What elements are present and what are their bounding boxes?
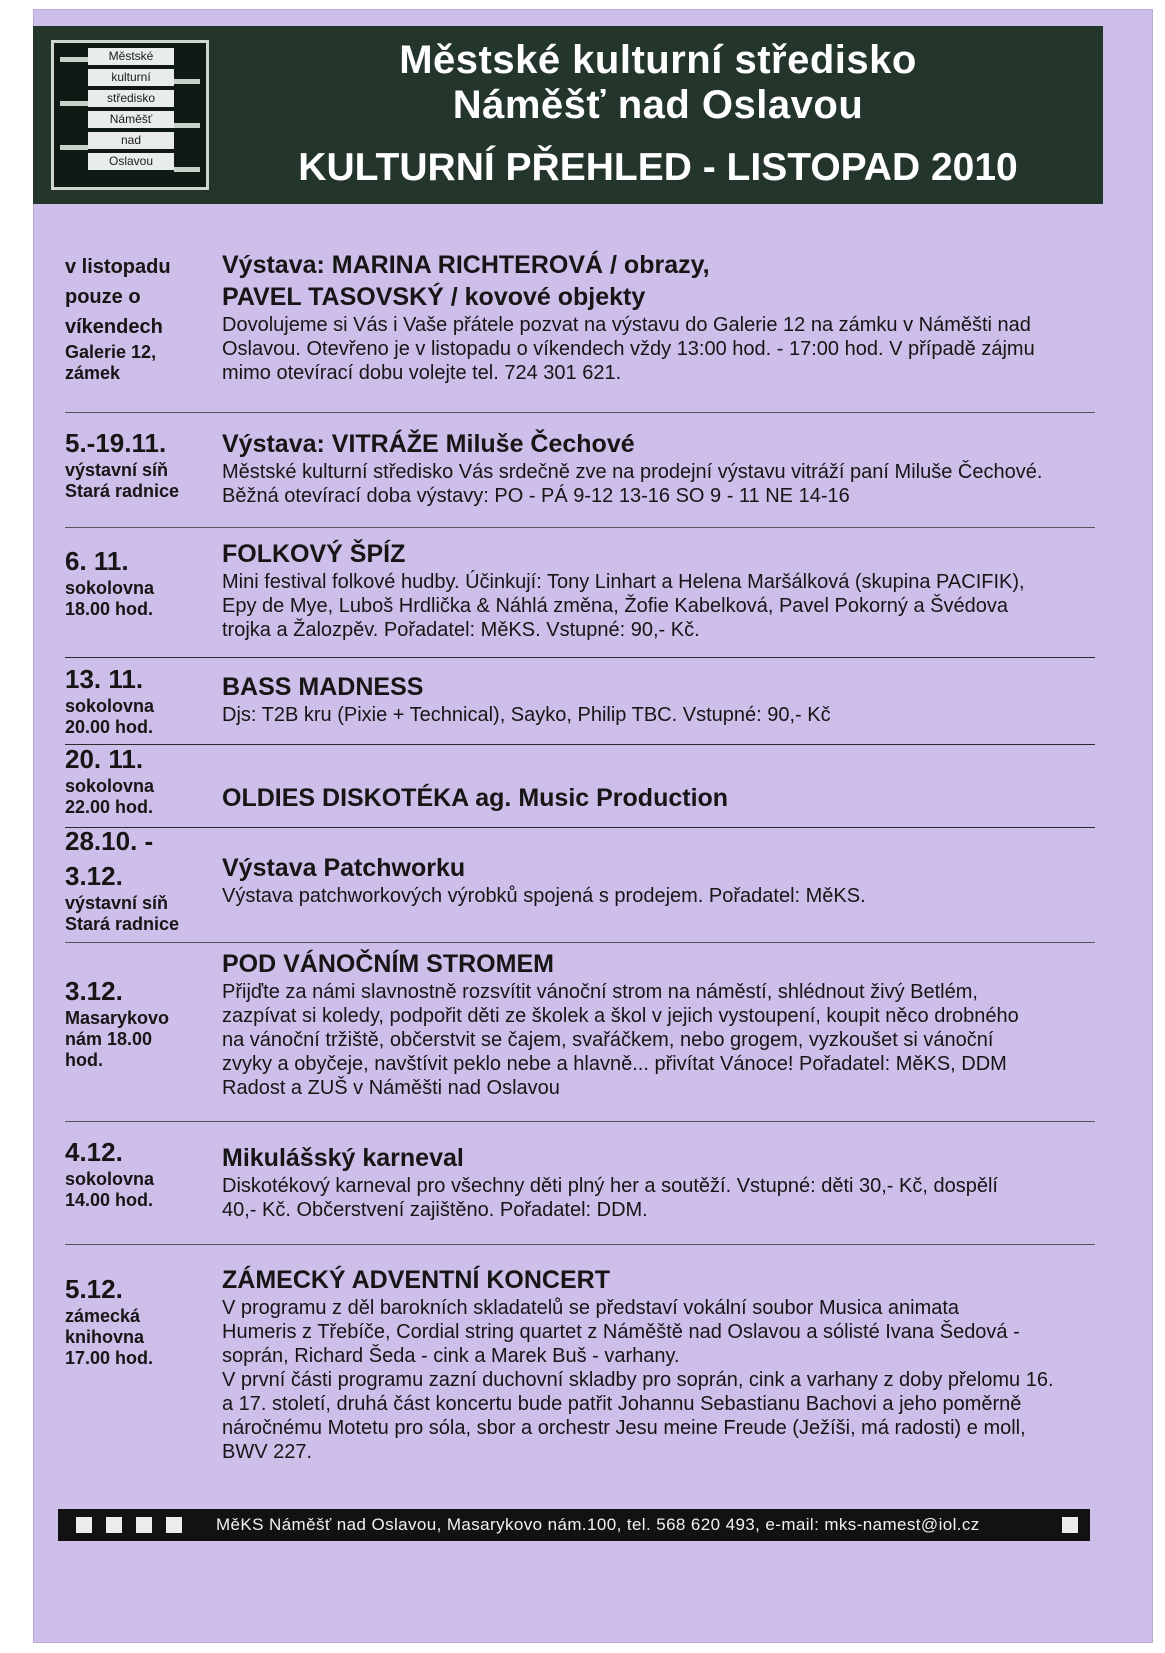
event-details bbox=[222, 782, 1098, 814]
logo-stripe bbox=[60, 145, 88, 150]
event-venue: Masarykovo bbox=[65, 1008, 170, 1028]
event-details bbox=[222, 1264, 1098, 1464]
event-details bbox=[222, 249, 1098, 385]
event-title: FOLKOVÝ ŠPÍZ bbox=[222, 540, 406, 568]
logo-text: kulturní bbox=[88, 69, 174, 86]
event-date-column bbox=[65, 252, 210, 384]
event-date-column bbox=[65, 1275, 210, 1369]
divider bbox=[65, 527, 1095, 528]
event-date: 20. 11. bbox=[65, 744, 144, 774]
event-description: Výstava patchworkových výrobků spojená s prodejem. Pořadatel: MěKS. bbox=[222, 885, 866, 907]
event-date: 5.-19.11. bbox=[65, 428, 167, 458]
event-date: 3.12. bbox=[65, 861, 123, 891]
event-date: 4.12. bbox=[65, 1137, 123, 1167]
event-venue: sokolovna bbox=[65, 776, 155, 796]
square-icon bbox=[106, 1517, 122, 1533]
event-description: Dovolujeme si Vás i Vaše přátele pozvat na výstavu do Galerie 12 na zámku v Náměšti nad bbox=[222, 314, 1031, 336]
divider bbox=[65, 1244, 1095, 1245]
divider bbox=[65, 657, 1095, 658]
event-description: trojka a Žalozpěv. Pořadatel: MěKS. Vstupné: 90,- Kč. bbox=[222, 619, 700, 641]
event-venue: Galerie 12, bbox=[65, 342, 157, 362]
event-venue: 18.00 hod. bbox=[65, 599, 154, 619]
event-date: 5.12. bbox=[65, 1274, 123, 1304]
event-date: víkendech bbox=[65, 316, 163, 338]
event-description: mimo otevírací dobu volejte tel. 724 301 621. bbox=[222, 362, 622, 384]
event-date: 13. 11. bbox=[65, 664, 144, 694]
event-description: zazpívat si koledy, podpořit děti ze školek a škol v jejich vystoupení, koupit něco drobného bbox=[222, 1005, 1019, 1027]
logo-text: Městské bbox=[88, 48, 174, 65]
event-details bbox=[222, 671, 1098, 727]
event-details bbox=[222, 428, 1098, 508]
event-description: Humeris z Třebíče, Cordial string quartet z Náměště nad Oslavou a sólisté Ivana Šedová - bbox=[222, 1321, 1020, 1343]
event-date-column bbox=[65, 977, 210, 1071]
event-venue: Stará radnice bbox=[65, 914, 180, 934]
event-description: náročnému Motetu pro sóla, sbor a orchestr Jesu meine Freude (Ježíši, má radosti) e moll, bbox=[222, 1417, 1026, 1439]
event-date-column bbox=[65, 745, 210, 818]
event-description: soprán, Richard Šeda - cink a Marek Buš - varhany. bbox=[222, 1345, 680, 1367]
event-date-column bbox=[65, 547, 210, 620]
organization-title bbox=[228, 38, 1088, 128]
event-details bbox=[222, 1142, 1098, 1222]
event-venue: hod. bbox=[65, 1050, 103, 1070]
event-venue: 17.00 hod. bbox=[65, 1348, 154, 1368]
event-venue: výstavní síň bbox=[65, 893, 169, 913]
event-description: a 17. století, druhá část koncertu bude patřit Johannu Sebastianu Bachovi a jeho poměrně bbox=[222, 1393, 1022, 1415]
event-description: Městské kulturní středisko Vás srdečně zve na prodejní výstavu vitráží paní Miluše Čechové. bbox=[222, 461, 1043, 483]
logo-stripe bbox=[174, 79, 200, 84]
event-venue: sokolovna bbox=[65, 578, 155, 598]
event-venue: Stará radnice bbox=[65, 481, 180, 501]
square-icon bbox=[136, 1517, 152, 1533]
logo-stripe bbox=[174, 167, 200, 172]
logo-text: Náměšť bbox=[88, 111, 174, 128]
issue-title: KULTURNÍ PŘEHLED - LISTOPAD 2010 bbox=[298, 146, 1018, 189]
event-venue: 14.00 hod. bbox=[65, 1190, 154, 1210]
event-date-column bbox=[65, 1138, 210, 1211]
event-description: 40,- Kč. Občerstvení zajištěno. Pořadatel: DDM. bbox=[222, 1199, 648, 1221]
event-details bbox=[222, 538, 1098, 642]
event-venue: sokolovna bbox=[65, 1169, 155, 1189]
event-title: Mikulášský karneval bbox=[222, 1144, 464, 1172]
event-title: BASS MADNESS bbox=[222, 673, 424, 701]
event-venue: výstavní síň bbox=[65, 460, 169, 480]
divider bbox=[65, 744, 1095, 745]
organization-name: Městské kulturní středisko bbox=[399, 38, 917, 82]
event-description: BWV 227. bbox=[222, 1441, 313, 1463]
square-icon bbox=[1062, 1517, 1078, 1533]
event-date: 28.10. - bbox=[65, 826, 154, 856]
event-title: ZÁMECKÝ ADVENTNÍ KONCERT bbox=[222, 1266, 610, 1294]
header-banner bbox=[33, 26, 1103, 204]
event-date: 3.12. bbox=[65, 976, 123, 1006]
event-details bbox=[222, 852, 1098, 908]
event-description: V první části programu zazní duchovní skladby pro soprán, cink a varhany z doby přelomu 16. bbox=[222, 1369, 1054, 1391]
square-icon bbox=[166, 1517, 182, 1533]
divider bbox=[65, 827, 1095, 828]
event-title: Výstava Patchworku bbox=[222, 854, 466, 882]
divider bbox=[65, 412, 1095, 413]
logo-text: nad bbox=[88, 132, 174, 149]
event-title: Výstava: MARINA RICHTEROVÁ / obrazy, bbox=[222, 251, 710, 279]
event-date: 6. 11. bbox=[65, 546, 129, 576]
event-date: pouze o bbox=[65, 286, 141, 308]
organization-town: Náměšť nad Oslavou bbox=[452, 83, 864, 127]
event-date-column bbox=[65, 429, 210, 502]
event-description: Diskotékový karneval pro všechny děti plný her a soutěží. Vstupné: děti 30,- Kč, dospělí bbox=[222, 1175, 998, 1197]
event-description: Epy de Mye, Luboš Hrdlička & Náhlá změna, Žofie Kabelková, Pavel Pokorný a Švédova bbox=[222, 595, 1008, 617]
event-details bbox=[222, 948, 1098, 1100]
event-date: v listopadu bbox=[65, 256, 171, 278]
event-venue: zámecká bbox=[65, 1306, 141, 1326]
organization-logo bbox=[51, 40, 209, 190]
footer-bar bbox=[58, 1509, 1090, 1541]
event-description: Djs: T2B kru (Pixie + Technical), Sayko, Philip TBC. Vstupné: 90,- Kč bbox=[222, 704, 831, 726]
event-date-column bbox=[65, 665, 210, 738]
event-description: V programu z děl barokních skladatelů se představí vokální soubor Musica animata bbox=[222, 1297, 960, 1319]
divider bbox=[65, 942, 1095, 943]
event-title: POD VÁNOČNÍM STROMEM bbox=[222, 950, 554, 978]
event-description: Oslavou. Otevřeno je v listopadu o víkendech vždy 13:00 hod. - 17:00 hod. V případě zájmu bbox=[222, 338, 1035, 360]
event-venue: 20.00 hod. bbox=[65, 717, 154, 737]
event-date-column bbox=[65, 827, 210, 935]
event-venue: knihovna bbox=[65, 1327, 145, 1347]
event-venue: sokolovna bbox=[65, 696, 155, 716]
event-title: PAVEL TASOVSKÝ / kovové objekty bbox=[222, 283, 646, 311]
divider bbox=[65, 1121, 1095, 1122]
event-description: na vánoční tržiště, občerstvit se čajem, svařáčkem, nebo grogem, vyzkoušet si vánoční bbox=[222, 1029, 994, 1051]
square-icon bbox=[76, 1517, 92, 1533]
event-venue: nám 18.00 bbox=[65, 1029, 153, 1049]
event-description: Běžná otevírací doba výstavy: PO - PÁ 9-12 13-16 SO 9 - 11 NE 14-16 bbox=[222, 485, 850, 507]
logo-stripe bbox=[174, 123, 200, 128]
logo-stripe bbox=[60, 101, 88, 106]
contact-info: MěKS Náměšť nad Oslavou, Masarykovo nám.100, tel. 568 620 493, e-mail: mks-namest@iol.cz bbox=[216, 1515, 980, 1534]
logo-stripe bbox=[60, 57, 88, 62]
event-description: Radost a ZUŠ v Náměšti nad Oslavou bbox=[222, 1077, 560, 1099]
event-description: Přijďte za námi slavnostně rozsvítit vánoční strom na náměstí, shlédnout živý Betlém, bbox=[222, 981, 978, 1003]
event-description: Mini festival folkové hudby. Účinkují: Tony Linhart a Helena Maršálková (skupina PACIFIK), bbox=[222, 571, 1025, 593]
event-title: OLDIES DISKOTÉKA ag. Music Production bbox=[222, 784, 729, 812]
event-title: Výstava: VITRÁŽE Miluše Čechové bbox=[222, 430, 635, 458]
logo-text: středisko bbox=[88, 90, 174, 107]
event-venue: zámek bbox=[65, 363, 121, 383]
logo-text: Oslavou bbox=[88, 153, 174, 170]
event-venue: 22.00 hod. bbox=[65, 797, 154, 817]
event-description: zvyky a obyčeje, navštívit peklo nebe a hlavně... přivítat Vánoce! Pořadatel: MěKS, DDM bbox=[222, 1053, 1007, 1075]
